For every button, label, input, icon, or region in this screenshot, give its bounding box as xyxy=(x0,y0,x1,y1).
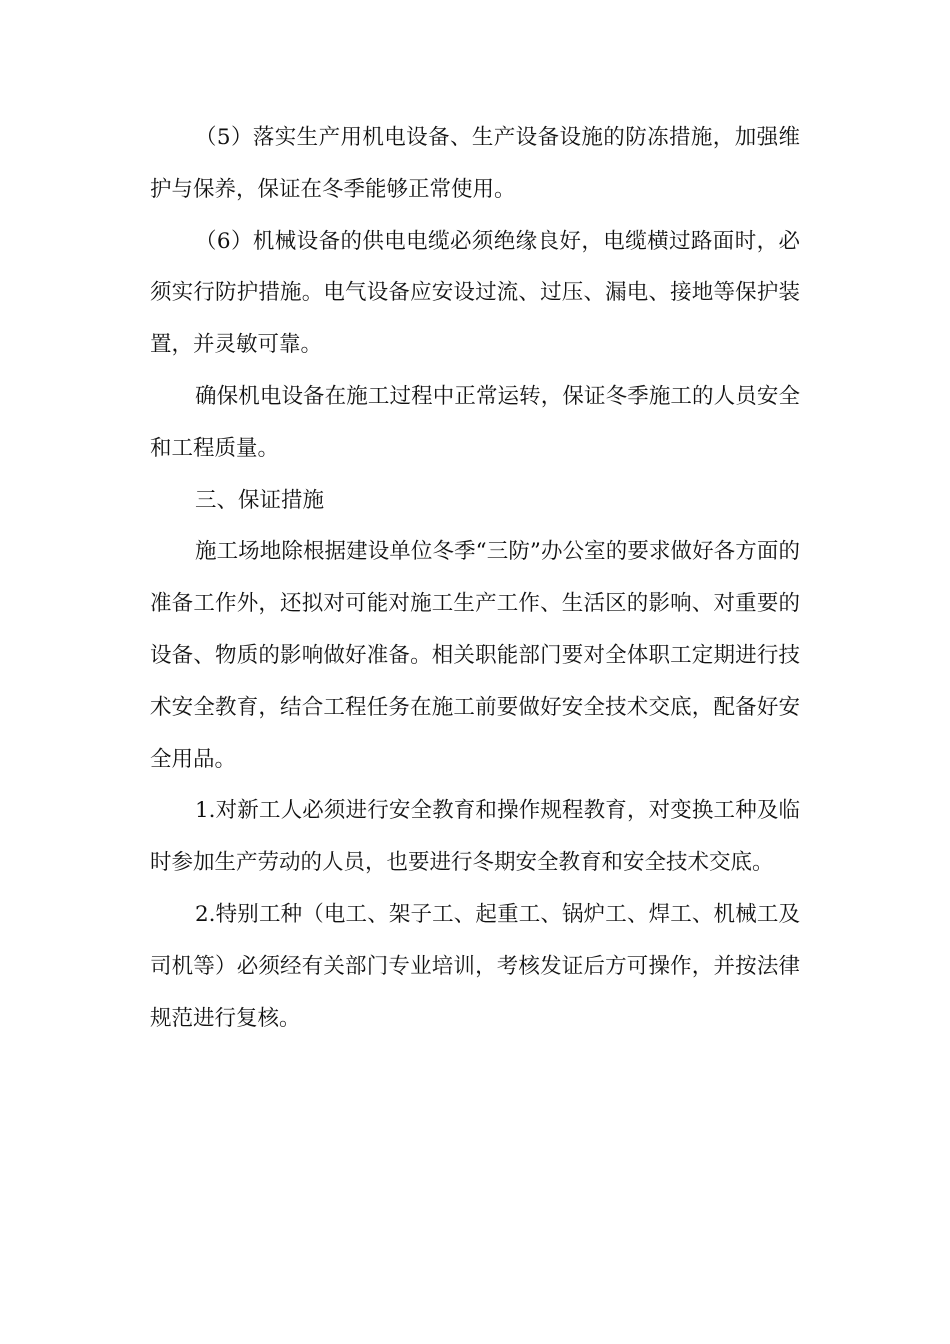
document-body xyxy=(150,112,800,1044)
paragraph-point-2: 2.特别工种（电工、架子工、起重工、锅炉工、焊工、机械工及司机等）必须经有关部门专业培训，考核发证后方可操作，并按法律规范进行复核。 xyxy=(150,901,800,1031)
paragraph-item-5: （5）落实生产用机电设备、生产设备设施的防冻措施，加强维护与保养，保证在冬季能够正常使用。 xyxy=(150,125,800,202)
paragraph-section-intro: 施工场地除根据建设单位冬季“三防”办公室的要求做好各方面的准备工作外，还拟对可能对施工生产工作、生活区的影响、对重要的设备、物质的影响做好准备。相关职能部门要对全体职工定期进行技术安全教育，结合工程任务在施工前要做好安全技术交底，配备好安全用品。 xyxy=(150,539,800,772)
paragraph-item-6: （6）机械设备的供电电缆必须绝缘良好，电缆横过路面时，必须实行防护措施。电气设备应安设过流、过压、漏电、接地等保护装置，并灵敏可靠。 xyxy=(150,228,800,358)
paragraph-summary: 确保机电设备在施工过程中正常运转，保证冬季施工的人员安全和工程质量。 xyxy=(150,383,800,461)
paragraph-point-1: 1.对新工人必须进行安全教育和操作规程教育，对变换工种及临时参加生产劳动的人员，也要进行冬期安全教育和安全技术交底。 xyxy=(150,798,800,876)
section-heading-3: 三、保证措施 xyxy=(195,487,325,513)
